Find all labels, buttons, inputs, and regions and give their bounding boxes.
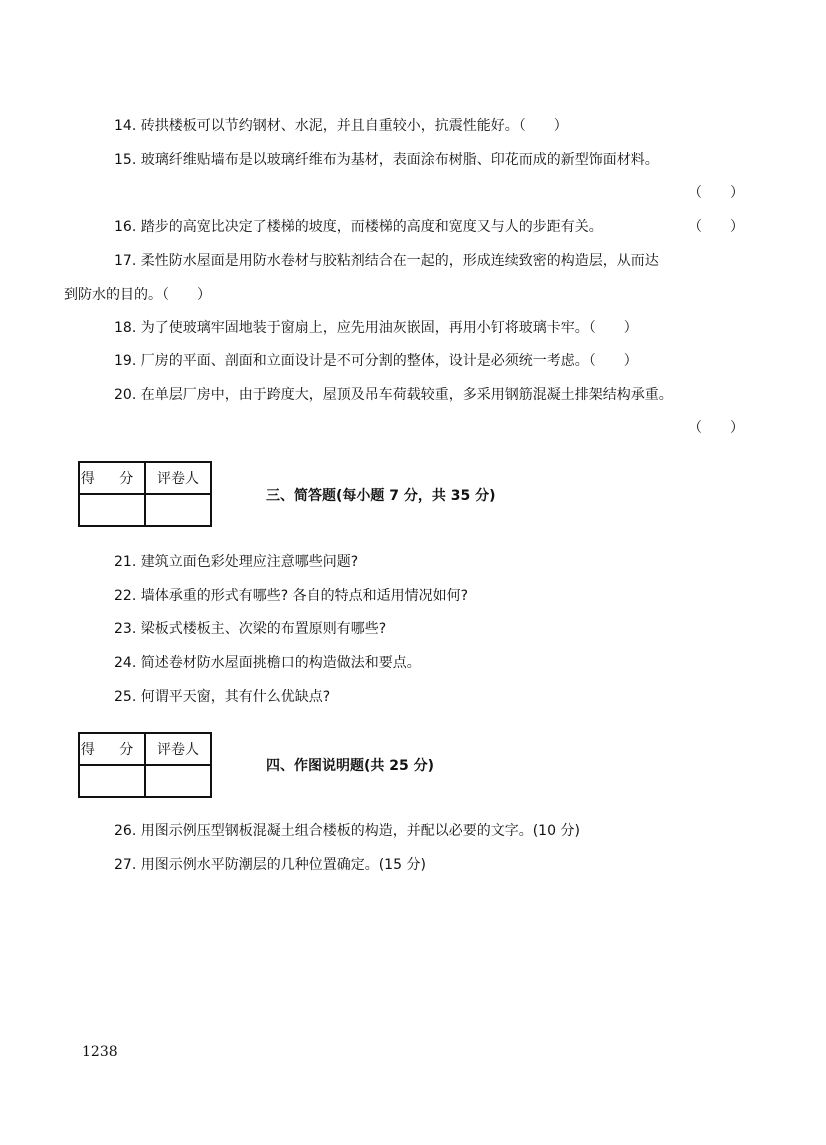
score-label: 得 分	[79, 733, 145, 765]
question-15: 15. 玻璃纤维贴墙布是以玻璃纤维布为基材，表面涂布树脂、印花而成的新型饰面材料。	[114, 152, 659, 168]
score-label: 得 分	[79, 462, 145, 494]
answer-bracket-20: （ ）	[688, 420, 744, 436]
answer-bracket-15: （ ）	[688, 185, 744, 201]
question-14: 14. 砖拱楼板可以节约钢材、水泥，并且自重较小，抗震性能好。（ ）	[114, 118, 568, 134]
section4-title: 四、作图说明题(共 25 分)	[266, 758, 435, 774]
question-18: 18. 为了使玻璃牢固地装于窗扇上，应先用油灰嵌固，再用小钉将玻璃卡牢。（ ）	[114, 320, 638, 336]
page-number: 1238	[82, 1044, 118, 1060]
score-cell	[79, 765, 145, 797]
question-21: 21. 建筑立面色彩处理应注意哪些问题?	[114, 554, 359, 570]
grader-cell	[145, 494, 211, 526]
score-box-section4	[78, 732, 212, 798]
grader-label: 评卷人	[145, 462, 211, 494]
score-box-section3	[78, 461, 212, 527]
grader-label: 评卷人	[145, 733, 211, 765]
question-16: 16. 踏步的高宽比决定了楼梯的坡度，而楼梯的高度和宽度又与人的步距有关。	[114, 219, 603, 235]
question-24: 24. 简述卷材防水屋面挑檐口的构造做法和要点。	[114, 655, 421, 671]
question-23: 23. 梁板式楼板主、次梁的布置原则有哪些?	[114, 621, 387, 637]
question-22: 22. 墙体承重的形式有哪些? 各自的特点和适用情况如何?	[114, 588, 469, 604]
question-20: 20. 在单层厂房中，由于跨度大，屋顶及吊车荷载较重，多采用钢筋混凝土排架结构承重。	[114, 387, 673, 403]
answer-bracket-16: （ ）	[688, 219, 744, 235]
question-26: 26. 用图示例压型钢板混凝土组合楼板的构造，并配以必要的文字。(10 分)	[114, 823, 580, 839]
question-17-continuation: 到防水的目的。（ ）	[64, 287, 211, 303]
section3-title: 三、简答题(每小题 7 分，共 35 分)	[266, 488, 496, 504]
question-27: 27. 用图示例水平防潮层的几种位置确定。(15 分)	[114, 857, 426, 873]
question-25: 25. 何谓平天窗，其有什么优缺点?	[114, 689, 331, 705]
grader-cell	[145, 765, 211, 797]
score-cell	[79, 494, 145, 526]
question-19: 19. 厂房的平面、剖面和立面设计是不可分割的整体，设计是必须统一考虑。（ ）	[114, 353, 638, 369]
question-17: 17. 柔性防水屋面是用防水卷材与胶粘剂结合在一起的，形成连续致密的构造层，从而达	[114, 253, 659, 269]
